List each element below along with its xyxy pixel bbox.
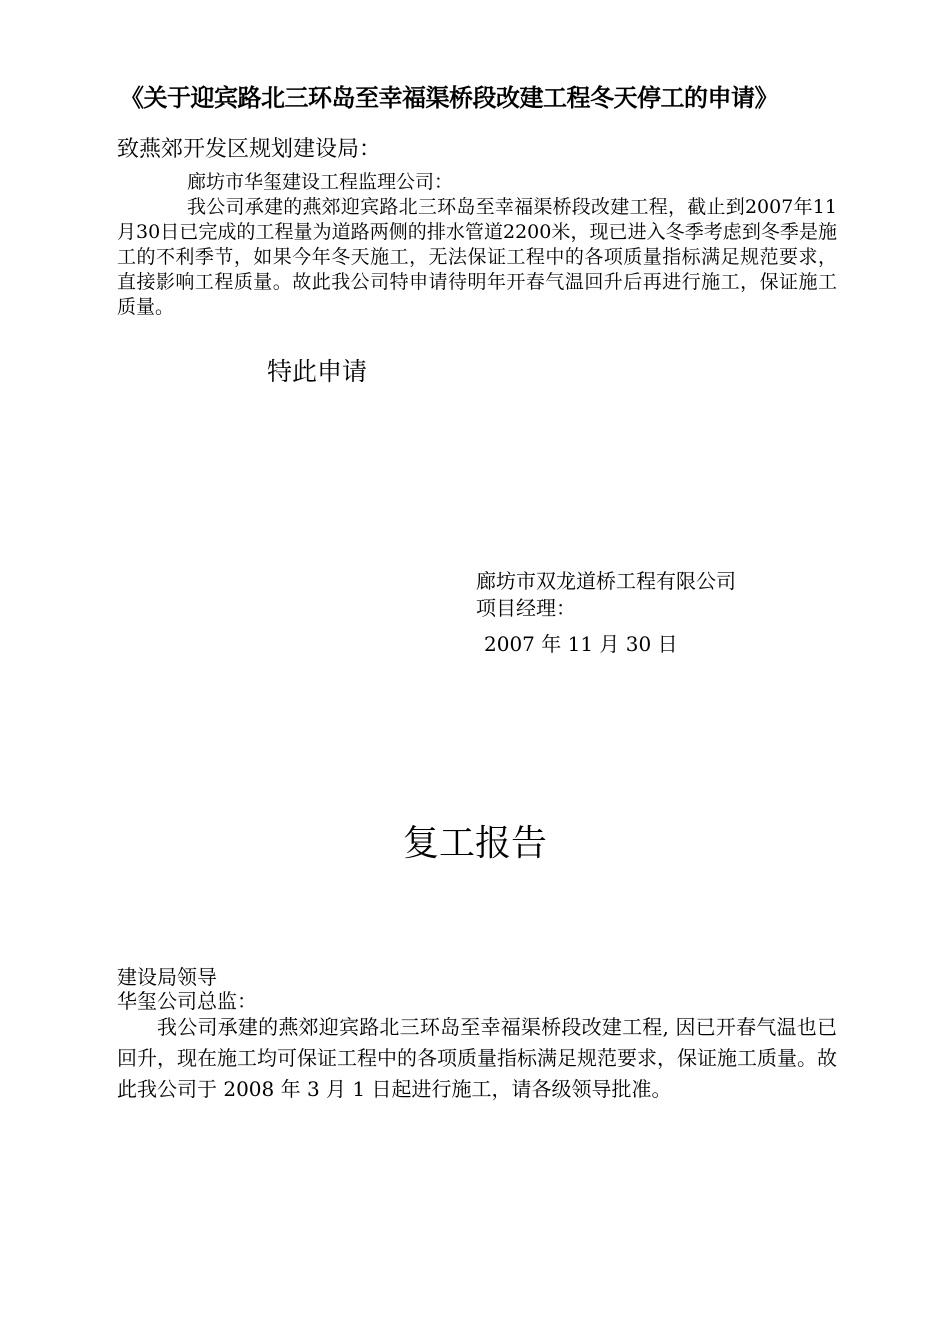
application-body-block <box>117 170 837 320</box>
application-addressee: 致燕郊开发区规划建设局： <box>117 137 382 162</box>
report-body-block <box>117 1012 837 1105</box>
report-title: 复工报告 <box>402 823 547 864</box>
signature-date: 2007 年 11 月 30 日 <box>484 632 678 656</box>
report-addressee-block <box>117 965 837 1013</box>
signature-manager: 项目经理： <box>476 596 576 620</box>
application-closing: 特此申请 <box>267 357 368 386</box>
report-addressee-1: 建设局领导 <box>117 965 217 989</box>
application-title: 《关于迎宾路北三环岛至幸福渠桥段改建工程冬天停工的申请》 <box>120 83 778 112</box>
signature-company: 廊坊市双龙道桥工程有限公司 <box>476 569 736 593</box>
application-body: 我公司承建的燕郊迎宾路北三环岛至幸福渠桥段改建工程，截止到2007年11月30日已完成的工程量为道路两侧的排水管道2200米，现已进入冬季考虑到冬季是施工的不利季节，如果今年冬天施工，无法保证工程中的各项质量指标满足规范要求，直接影响工程质量。故此我公司特申请待明年开春气温回升后再进行施工，保证施工质量。 <box>117 196 837 318</box>
report-addressee-2: 华玺公司总监： <box>117 989 257 1013</box>
application-recipient: 廊坊市华玺建设工程监理公司： <box>187 171 454 193</box>
report-body: 我公司承建的燕郊迎宾路北三环岛至幸福渠桥段改建工程, 因已开春气温也已回升，现在施工均可保证工程中的各项质量指标满足规范要求，保证施工质量。故此我公司于 2008 年 3 月 1 日起进行施工，请各级领导批准。 <box>117 1015 837 1101</box>
